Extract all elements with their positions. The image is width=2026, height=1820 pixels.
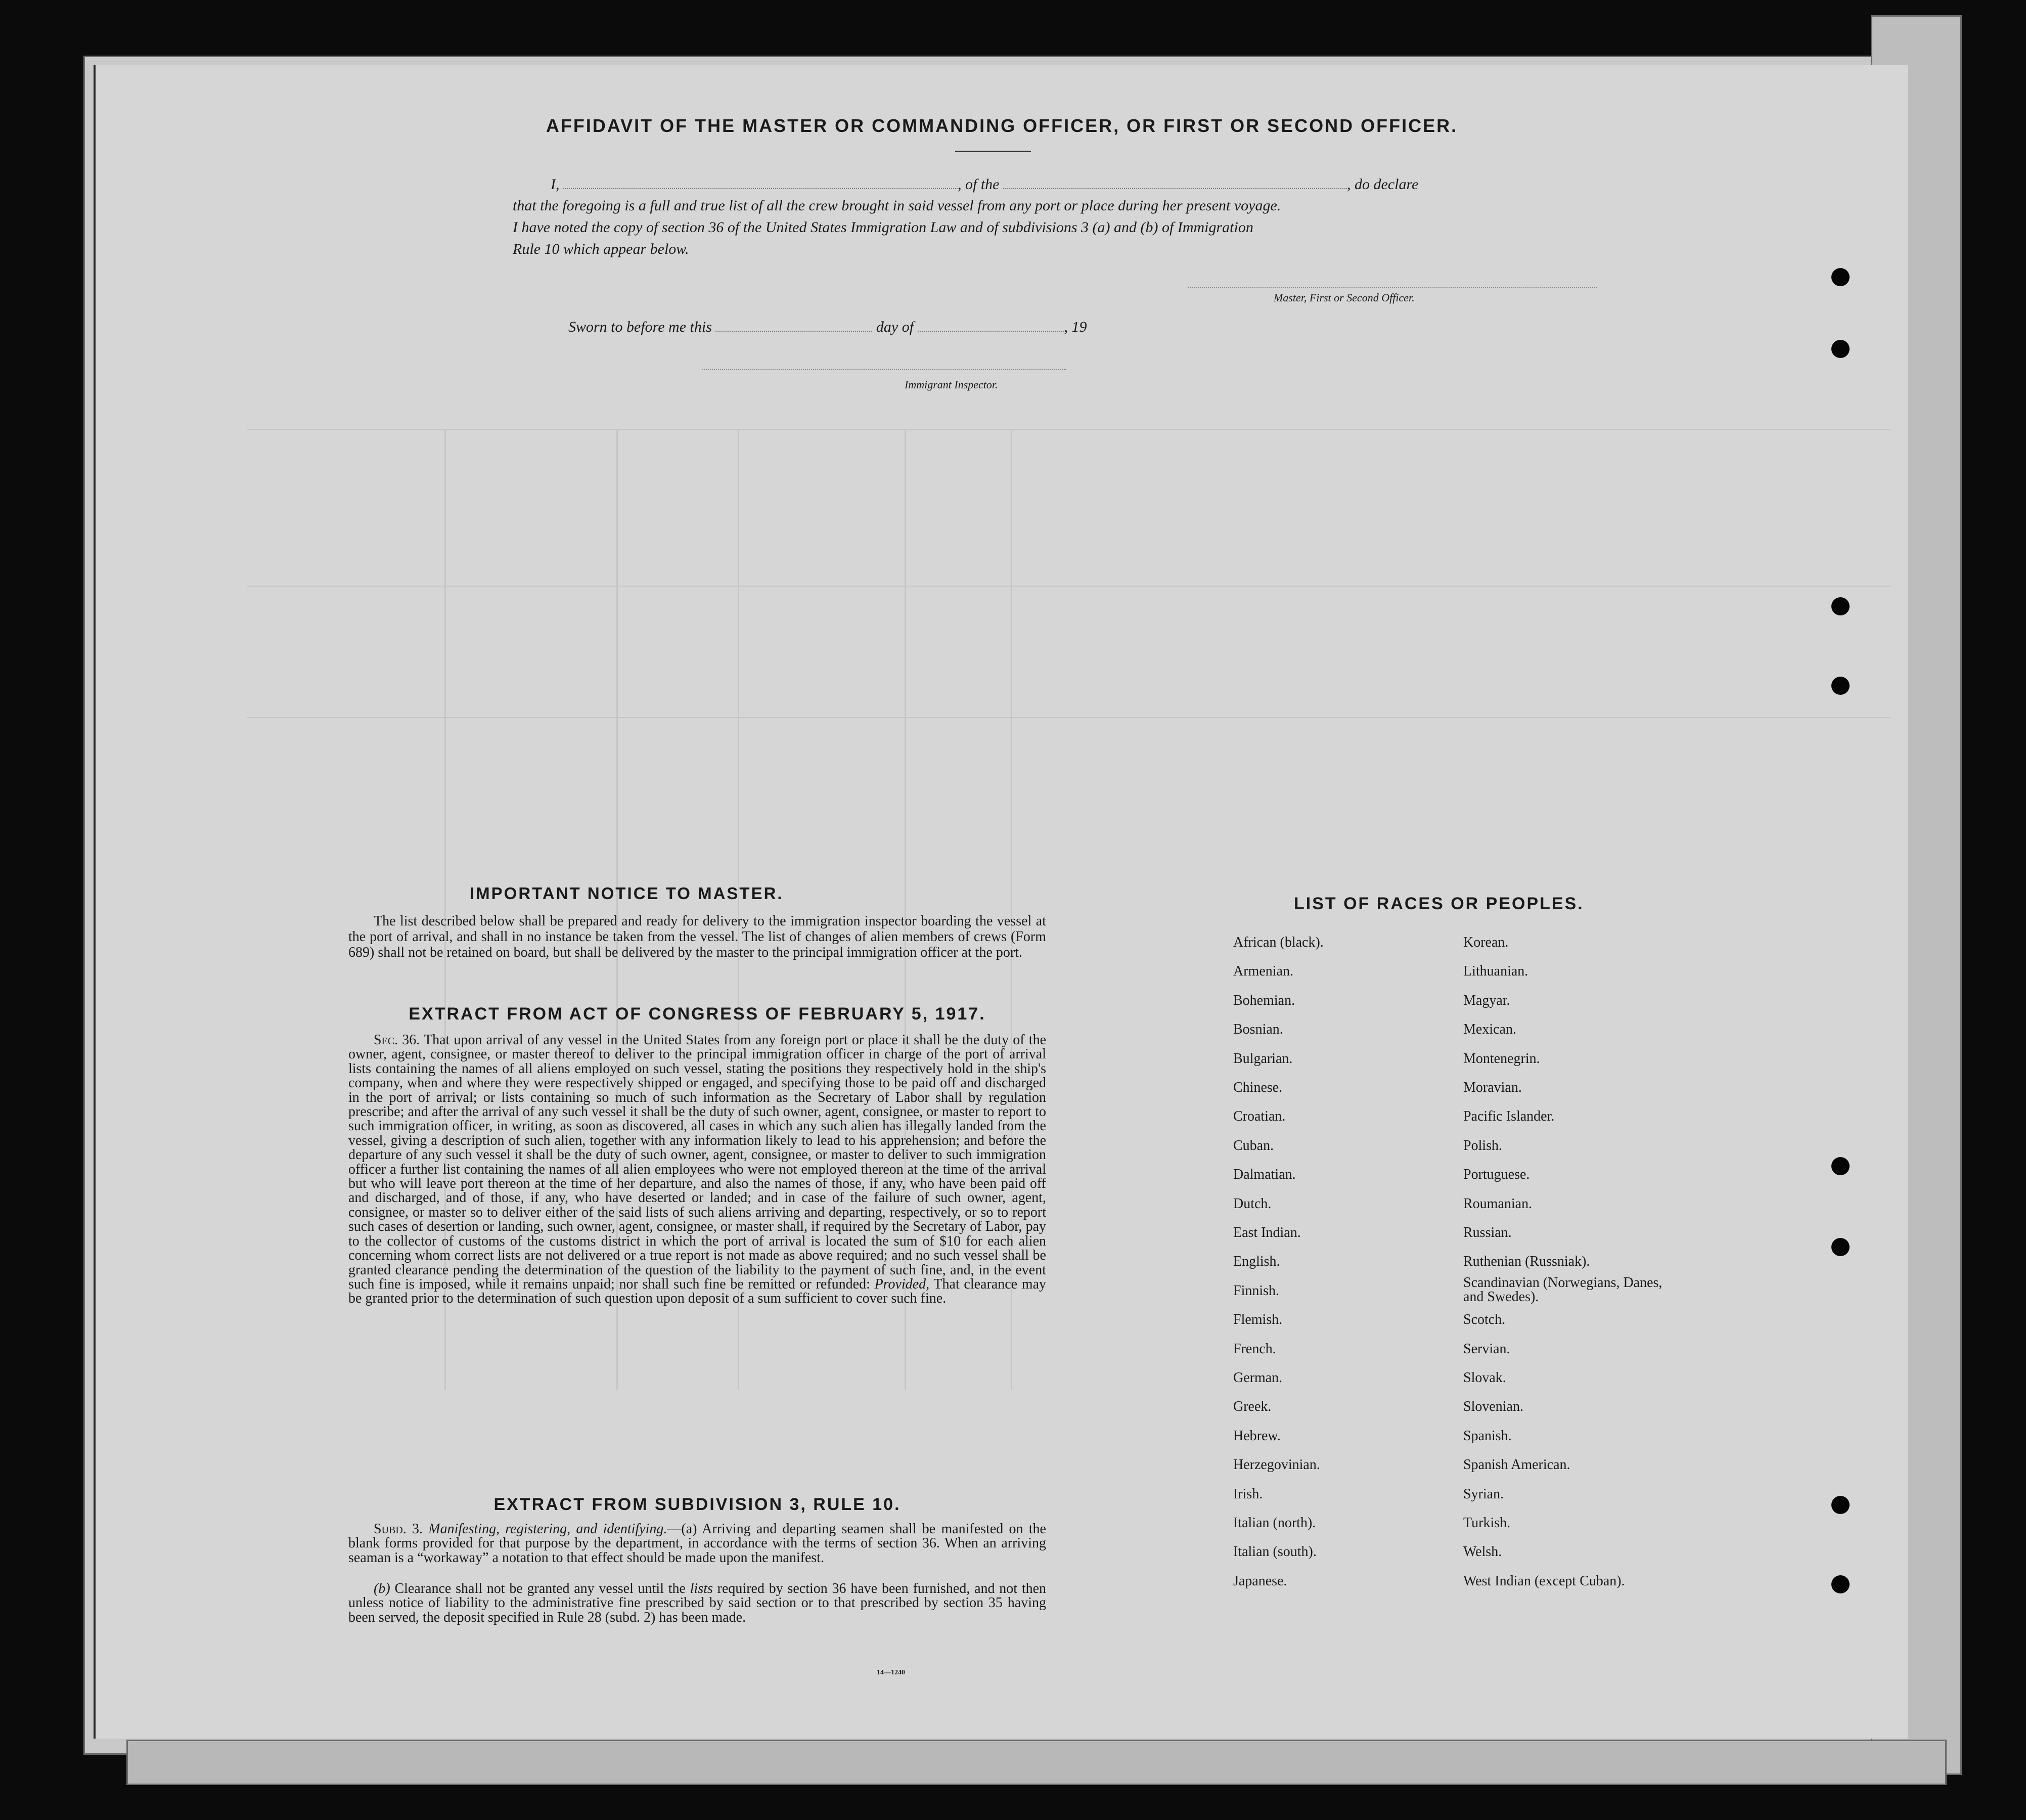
race-item: Korean. xyxy=(1463,935,1509,950)
race-item: Welsh. xyxy=(1463,1544,1502,1560)
name-blank[interactable] xyxy=(563,175,958,189)
inspector-caption: Immigrant Inspector. xyxy=(905,378,998,391)
race-item: Finnish. xyxy=(1233,1282,1280,1299)
race-item: Bohemian. xyxy=(1233,992,1295,1008)
race-item: Mexican. xyxy=(1463,1022,1516,1038)
race-item: Bulgarian. xyxy=(1233,1050,1293,1067)
race-item: Herzegovinian. xyxy=(1233,1457,1320,1473)
bleed-through-rule xyxy=(247,429,1890,430)
i-label: I, xyxy=(551,176,560,193)
race-item: Spanish. xyxy=(1463,1428,1512,1444)
inspector-signature-line[interactable] xyxy=(702,369,1066,370)
bleed-through-rule xyxy=(247,717,1890,718)
provided-label: Provided, xyxy=(874,1276,930,1292)
race-item: Turkish. xyxy=(1463,1515,1511,1531)
race-item: Dalmatian. xyxy=(1233,1167,1296,1183)
affidavit-declaration-line xyxy=(551,175,1418,193)
section-36-body: That upon arrival of any vessel in the United States from any foreign port or place it shall be the duty of the owner, agent, consignee, or master thereof to deliver to the principal immigration officer in charge of the port of arrival lists containing the names of all aliens employed on such vessel, stating the positions they respectively hold in the ship's company, when and where they were respectively shipped or engaged, and specifying those to be paid off and discharged in the port of arrival; or lists containing so much of such information as the Secretary of Labor shall by regulation prescribe; and after the arrival of any such vessel it shall be the duty of such owner, agent, consignee, or master to report to such immigration officer, in writing, as soon as discovered, all cases in which any such alien has illegally landed from the vessel, giving a description of such alien, together with any information likely to lead to his apprehension; and before the departure of any such vessel it shall be the duty of such owner, agent, consignee, or master to deliver to such immigration officer a further list containing the names of all alien employees who were not employed thereon at the time of the arrival but who will leave port thereon at the time of her departure, and also the names of those, if any, who have been paid off and discharged, and of those, if any, who have deserted or landed; and in case of the failure of such owner, agent, consignee, or master so to deliver either of the said lists of such aliens arriving and departing, respectively, or so to report such cases of desertion or landing, such owner, agent, consignee, or master shall, if required by the Secretary of Labor, pay to the collector of customs of the customs district in which the port of arrival is located the sum of $10 for each alien concerning whom correct lists are not delivered or a true report is not made as above required; and no such vessel shall be granted clearance pending the determination of the question of the liability to the payment of such fine, and, in the event such fine is imposed, while it remains unpaid; nor shall such fine be remitted or refunded: xyxy=(348,1032,1046,1292)
race-item: Dutch. xyxy=(1233,1195,1272,1212)
binder-hole xyxy=(1831,677,1850,695)
sworn-month-blank[interactable] xyxy=(918,318,1064,332)
affidavit-title: AFFIDAVIT OF THE MASTER OR COMMANDING OFFICER, OR FIRST OR SECOND OFFICER. xyxy=(546,115,1458,136)
manifest-sheet xyxy=(94,65,1908,1739)
sworn-year-label: , 19 xyxy=(1064,319,1087,335)
binder-hole xyxy=(1831,268,1850,286)
races-list-title: LIST OF RACES OR PEOPLES. xyxy=(1294,894,1584,913)
subdivision-heading: Manifesting, registering, and identifying. xyxy=(428,1521,667,1537)
vessel-blank[interactable] xyxy=(1003,175,1347,189)
race-item: German. xyxy=(1233,1370,1283,1386)
race-item: Lithuanian. xyxy=(1463,963,1528,980)
day-of-label: day of xyxy=(876,319,914,335)
race-item: Slovenian. xyxy=(1463,1399,1523,1415)
section-label: Sec. 36. xyxy=(374,1032,420,1048)
rule-extract-title: EXTRACT FROM SUBDIVISION 3, RULE 10. xyxy=(493,1495,901,1514)
underlying-page xyxy=(126,1740,1947,1785)
race-item: Italian (north). xyxy=(1233,1515,1316,1531)
title-rule xyxy=(955,151,1031,152)
paragraph-b-text-2: required by section 36 have been furnished, and not then unless notice of liability to the administrative fine prescribed by said section or to that prescribed by section 35 having been served, the deposit specified in Rule 28 (subd. 2) has been made. xyxy=(348,1581,1047,1625)
race-item: Roumanian. xyxy=(1463,1195,1533,1212)
affidavit-line-2: that the foregoing is a full and true list of all the crew brought in said vessel from any port or place during her present voyage. xyxy=(513,197,1281,214)
sworn-prefix: Sworn to before me this xyxy=(568,319,712,335)
race-item: Armenian. xyxy=(1233,963,1293,980)
binder-hole xyxy=(1831,1575,1850,1593)
race-item: Croatian. xyxy=(1233,1108,1286,1125)
race-item: Hebrew. xyxy=(1233,1428,1281,1444)
rule-10-paragraph-b xyxy=(348,1582,1046,1625)
race-item: Syrian. xyxy=(1463,1486,1504,1502)
rule-10-paragraph-a xyxy=(348,1522,1046,1565)
race-item: Montenegrin. xyxy=(1463,1050,1540,1067)
binder-hole xyxy=(1831,1157,1850,1175)
paragraph-b-text-1: Clearance shall not be granted any vessel until the xyxy=(394,1581,686,1596)
race-item: West Indian (except Cuban). xyxy=(1463,1573,1625,1589)
race-item: Servian. xyxy=(1463,1341,1510,1357)
race-item: Portuguese. xyxy=(1463,1167,1530,1183)
section-36-text xyxy=(348,1033,1046,1306)
declare-label: , do declare xyxy=(1347,176,1419,193)
race-item: Polish. xyxy=(1463,1137,1503,1153)
race-item: Pacific Islander. xyxy=(1463,1108,1555,1125)
officer-signature-caption: Master, First or Second Officer. xyxy=(1274,291,1415,304)
important-notice-body: The list described below shall be prepared and ready for delivery to the immigration inspector boarding the vessel at the port of arrival, and shall in no instance be taken from the vessel. The list of changes of alien members of crews (Form 689) shall not be retained on board, but shall be delivered by the master to the principal immigration officer at the port. xyxy=(348,913,1046,960)
of-the-label: , of the xyxy=(958,176,1000,193)
race-item: French. xyxy=(1233,1341,1276,1357)
race-item: Slovak. xyxy=(1463,1370,1506,1386)
officer-signature-line[interactable] xyxy=(1188,287,1597,288)
bleed-through-rule xyxy=(247,586,1890,587)
race-item: Spanish American. xyxy=(1463,1457,1570,1473)
sworn-line xyxy=(568,318,1087,336)
subdivision-label: Subd. 3. xyxy=(374,1521,423,1537)
paragraph-b-marker: (b) xyxy=(374,1581,390,1596)
sworn-date-blank[interactable] xyxy=(715,318,872,332)
race-item: Chinese. xyxy=(1233,1080,1283,1095)
race-item: Magyar. xyxy=(1463,992,1510,1008)
race-item: Moravian. xyxy=(1463,1080,1522,1095)
section-36-body-end: That clearance may be granted prior to the determination of such question upon deposit of a sum sufficient to cover such fine. xyxy=(348,1276,1047,1307)
binder-hole xyxy=(1831,1496,1850,1514)
race-item: Cuban. xyxy=(1233,1137,1274,1153)
race-item: Bosnian. xyxy=(1233,1022,1283,1038)
binder-hole xyxy=(1831,340,1850,358)
affidavit-line-4: Rule 10 which appear below. xyxy=(513,241,689,257)
race-item: Japanese. xyxy=(1233,1573,1287,1589)
race-item: Scandinavian (Norwegians, Danes, and Swedes). xyxy=(1463,1274,1662,1305)
race-item: Flemish. xyxy=(1233,1312,1283,1328)
binder-hole xyxy=(1831,597,1850,615)
race-item: Scotch. xyxy=(1463,1312,1506,1328)
race-item: English. xyxy=(1233,1254,1280,1270)
race-item: Italian (south). xyxy=(1233,1544,1317,1560)
form-number: 14—1240 xyxy=(877,1669,905,1676)
race-item: Russian. xyxy=(1463,1225,1512,1240)
race-item: East Indian. xyxy=(1233,1225,1301,1240)
bleed-through-text xyxy=(364,136,374,166)
race-item: African (black). xyxy=(1233,935,1324,950)
act-extract-title: EXTRACT FROM ACT OF CONGRESS OF FEBRUARY 5, 1917. xyxy=(409,1004,986,1024)
affidavit-line-3: I have noted the copy of section 36 of the United States Immigration Law and of subdivisions 3 (a) and (b) of Immigration xyxy=(513,219,1253,236)
race-item: Ruthenian (Russniak). xyxy=(1463,1254,1590,1270)
binder-hole xyxy=(1831,1238,1850,1256)
paragraph-a-text: Arriving and departing seamen shall be manifested on the blank forms provided for that purpose by the department, in accordance with the terms of section 36. When an arriving seaman is a “workaway” a notation to that effect should be made upon the manifest. xyxy=(348,1521,1046,1566)
lists-word: lists xyxy=(690,1581,713,1596)
race-item: Greek. xyxy=(1233,1399,1272,1415)
race-item: Irish. xyxy=(1233,1486,1263,1502)
paragraph-a-marker: —(a) xyxy=(667,1521,697,1537)
important-notice-title: IMPORTANT NOTICE TO MASTER. xyxy=(470,884,784,903)
